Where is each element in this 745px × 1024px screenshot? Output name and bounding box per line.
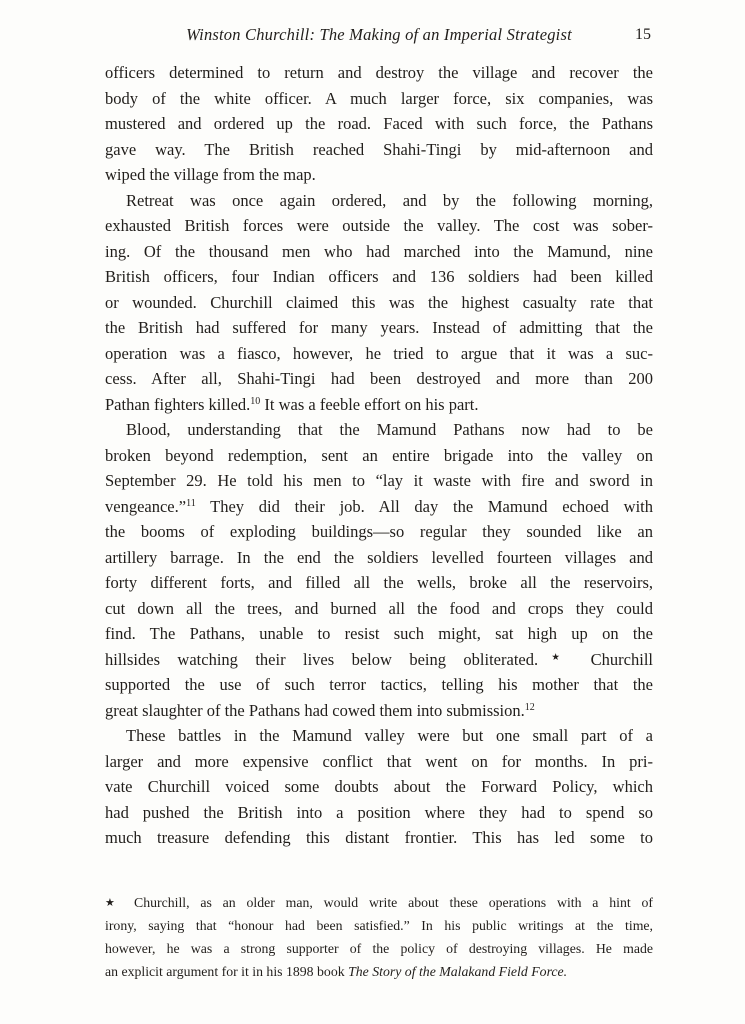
- text-segment: Churchill: [573, 649, 653, 669]
- text-line: [105, 162, 653, 188]
- text-segment: The Story of the Malakand Field Force.: [348, 964, 568, 979]
- text-line: [105, 749, 653, 775]
- text-line: [105, 264, 653, 290]
- text-line: [105, 86, 653, 112]
- text-segment: officers determined to return and destroy the village and recover the: [105, 63, 653, 82]
- text-segment: hillsides watching their lives below being obliterated.: [105, 649, 539, 669]
- text-line: [105, 417, 653, 443]
- paragraph: [105, 188, 653, 418]
- text-segment: forty different forts, and filled all the wells, broke all the reservoirs,: [105, 573, 653, 592]
- text-line: [105, 239, 653, 265]
- text-segment: or wounded. Churchill claimed this was the highest casualty rate that: [105, 292, 653, 312]
- text-line: [105, 960, 653, 983]
- text-segment: mustered and ordered up the road. Faced with such force, the Pathans: [105, 114, 653, 133]
- text-segment: Churchill, as an older man, would write about these operations with a hint of: [123, 895, 653, 910]
- text-line: [105, 698, 653, 724]
- text-segment: had pushed the British into a position where they had to spend so: [105, 802, 653, 822]
- text-line: [105, 494, 653, 520]
- text-segment: the booms of exploding buildings—so regular they sounded like an: [105, 522, 653, 541]
- text-line: [105, 570, 653, 596]
- paragraph: [105, 723, 653, 851]
- text-segment: They did their job. All day the Mamund echoed with: [195, 496, 653, 516]
- footnote-reference: 12: [524, 701, 535, 713]
- text-segment: gave way. The British reached Shahi-Tingi by mid-afternoon and: [105, 139, 653, 159]
- text-segment: British officers, four Indian officers and 136 soldiers had been killed: [105, 267, 653, 286]
- text-segment: ing. Of the thousand men who had marched into the Mamund, nine: [105, 241, 653, 261]
- text-line: [105, 213, 653, 239]
- text-line: [105, 914, 653, 937]
- text-segment: Blood, understanding that the Mamund Pathans now had to be: [126, 420, 653, 439]
- paragraph: [105, 417, 653, 723]
- body-text: [105, 60, 653, 851]
- text-segment: body of the white officer. A much larger force, six companies, was: [105, 88, 653, 108]
- text-segment: much treasure defending this distant frontier. This has led some to: [105, 828, 653, 847]
- text-line: [105, 621, 653, 647]
- footnote-reference: 11: [186, 497, 196, 509]
- footnote: [105, 891, 653, 983]
- text-segment: however, he was a strong supporter of the policy of destroying villages. He made: [105, 941, 653, 956]
- text-segment: supported the use of such terror tactics, telling his mother that the: [105, 675, 653, 694]
- footnote-reference: 10: [250, 395, 261, 407]
- text-line: [105, 647, 653, 673]
- text-line: [105, 596, 653, 622]
- text-segment: larger and more expensive conflict that went on for months. In pri-: [105, 751, 653, 771]
- text-segment: find. The Pathans, unable to resist such might, sat high up on the: [105, 624, 653, 643]
- text-segment: Retreat was once again ordered, and by the following morning,: [126, 190, 653, 210]
- running-header: [105, 22, 653, 48]
- running-header-title: Winston Churchill: The Making of an Imperial Strategist: [186, 25, 572, 44]
- text-line: [105, 825, 653, 851]
- footnote-star-marker: ★: [538, 652, 574, 663]
- text-line: [105, 392, 653, 418]
- page-number: 15: [635, 26, 651, 43]
- text-segment: These battles in the Mamund valley were but one small part of a: [126, 726, 653, 745]
- text-segment: It was a feeble effort on his part.: [260, 394, 479, 414]
- text-line: [105, 111, 653, 137]
- text-line: [105, 188, 653, 214]
- text-segment: broken beyond redemption, sent an entire brigade into the valley on: [105, 445, 653, 465]
- text-line: [105, 800, 653, 826]
- text-line: [105, 366, 653, 392]
- text-segment: cut down all the trees, and burned all the food and crops they could: [105, 598, 653, 618]
- text-line: [105, 519, 653, 545]
- text-segment: operation was a fiasco, however, he tried to argue that it was a suc-: [105, 343, 653, 363]
- text-segment: vate Churchill voiced some doubts about the Forward Policy, which: [105, 777, 653, 796]
- text-line: [105, 672, 653, 698]
- text-segment: wiped the village from the map.: [105, 165, 316, 184]
- text-segment: the British had suffered for many years. Instead of admitting that the: [105, 318, 653, 337]
- text-line: [105, 443, 653, 469]
- text-line: [105, 774, 653, 800]
- text-segment: Pathan fighters killed.: [105, 394, 251, 414]
- text-line: [105, 468, 653, 494]
- footnote-star-marker: ★: [105, 896, 123, 909]
- text-line: [105, 937, 653, 960]
- text-line: [105, 723, 653, 749]
- text-line: [105, 60, 653, 86]
- text-segment: irony, saying that “honour had been satisfied.” In his public writings at the time,: [105, 918, 653, 933]
- paragraph: [105, 60, 653, 188]
- text-segment: exhausted British forces were outside the valley. The cost was sober-: [105, 216, 653, 235]
- text-line: [105, 290, 653, 316]
- text-segment: great slaughter of the Pathans had cowed them into submission.: [105, 700, 525, 720]
- text-line: [105, 341, 653, 367]
- text-segment: artillery barrage. In the end the soldiers levelled fourteen villages and: [105, 547, 653, 567]
- text-segment: vengeance.”: [105, 496, 187, 516]
- text-segment: September 29. He told his men to “lay it waste with fire and sword in: [105, 471, 653, 490]
- text-line: [105, 315, 653, 341]
- text-segment: an explicit argument for it in his 1898 book: [105, 964, 349, 979]
- text-line: [105, 891, 653, 914]
- text-segment: cess. After all, Shahi-Tingi had been destroyed and more than 200: [105, 369, 653, 388]
- text-line: [105, 545, 653, 571]
- text-line: [105, 137, 653, 163]
